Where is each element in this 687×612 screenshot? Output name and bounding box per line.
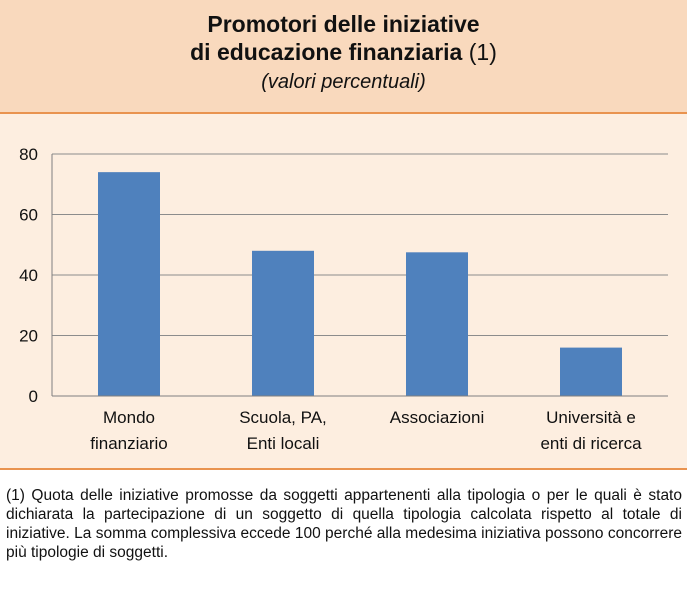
category-label-0-line-1: finanziario [90, 434, 168, 453]
bar-3 [560, 348, 622, 396]
y-axis-tick-labels [19, 145, 38, 406]
title-line-1: Promotori delle iniziative [207, 11, 480, 37]
title-line-2: di educazione finanziaria [190, 39, 463, 65]
footnote-divider [0, 468, 687, 470]
category-label-0 [90, 408, 168, 453]
x-axis-category-labels [90, 408, 642, 453]
bar-chart [0, 114, 687, 468]
bar-1 [252, 251, 314, 396]
y-tick-label-60: 60 [19, 205, 38, 225]
chart-title [0, 10, 687, 66]
category-label-3-line-0: Università e [546, 408, 636, 427]
category-label-0-line-0: Mondo [103, 408, 155, 427]
category-label-3 [540, 408, 642, 453]
category-label-1 [239, 408, 327, 453]
title-footnote-ref: (1) [468, 39, 497, 65]
chart-subtitle: (valori percentuali) [261, 71, 426, 93]
bar-2 [406, 252, 468, 396]
footnote-text: (1) Quota delle iniziative promosse da soggetti appartenenti alla tipologia o per le quali è stato dichiarata la partecipazione di un soggetto di quella tipologia calcolata rispetto al totale di iniziative. La somma complessiva eccede 100 perché alla medesima iniziativa possono concorrere più tipologie di soggetti. [6, 487, 682, 561]
chart-header [0, 0, 687, 114]
y-tick-label-40: 40 [19, 266, 38, 285]
category-label-1-line-0: Scuola, PA, [239, 408, 327, 427]
category-label-2-line-0: Associazioni [389, 408, 485, 427]
y-tick-label-80: 80 [19, 145, 38, 164]
bars [98, 172, 622, 396]
category-label-3-line-1: enti di ricerca [540, 434, 642, 453]
y-tick-label-0: 0 [28, 387, 38, 406]
bar-0 [98, 172, 160, 396]
category-label-2 [390, 408, 485, 427]
y-tick-label-20: 20 [19, 326, 38, 346]
category-label-1-line-1: Enti locali [246, 434, 320, 453]
